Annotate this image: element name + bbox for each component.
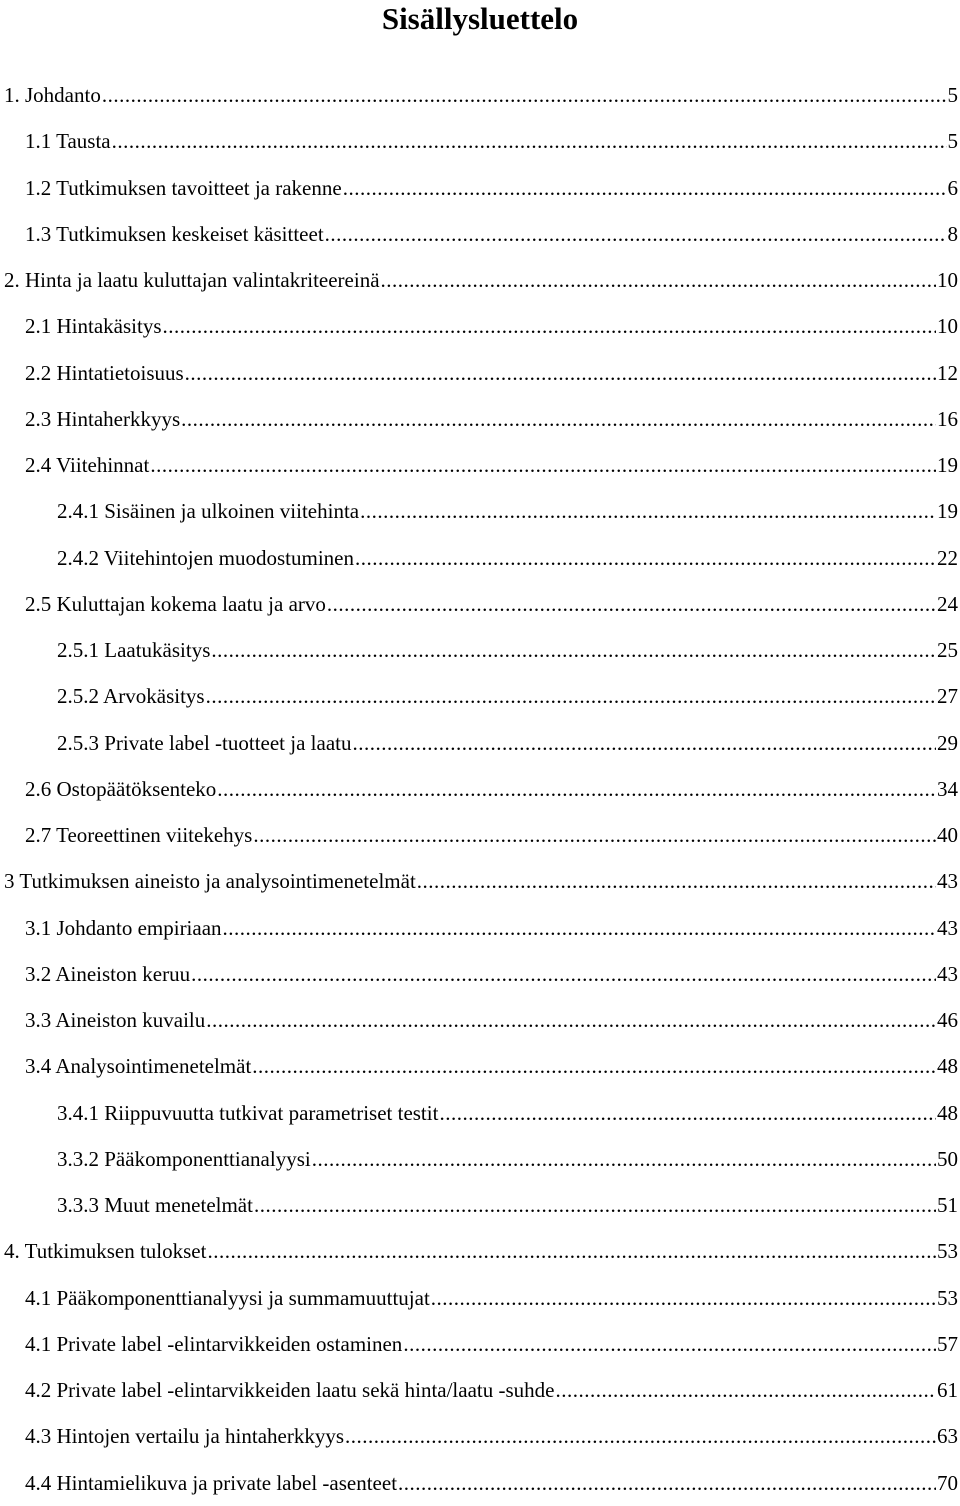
toc-entry-label: 3.4.1 Riippuvuutta tutkivat parametriset testit [57, 1100, 439, 1125]
toc-entry-label: 2.2 Hintatietoisuus [25, 360, 184, 385]
toc-entry-label: 4.1 Private label -elintarvikkeiden ostaminen [25, 1331, 403, 1356]
toc-entry-label: 4.4 Hintamielikuva ja private label -asenteet [25, 1470, 398, 1495]
toc-entry[interactable] [0, 303, 960, 349]
toc-entry-label: 1.1 Tausta [25, 129, 111, 154]
page-title: Sisällysluettelo [381, 1, 579, 36]
dot-leader [381, 257, 936, 303]
toc-entry-page-number: 70 [937, 1470, 958, 1495]
toc-entry[interactable] [0, 905, 960, 951]
toc-entry[interactable] [0, 442, 960, 488]
dot-leader [206, 997, 936, 1043]
toc-entry-label: 2.3 Hintaherkkyys [25, 406, 181, 431]
toc-entry-page-number: 19 [937, 499, 958, 524]
toc-entry-label: 3.1 Johdanto empiriaan [25, 915, 222, 940]
toc-entry-page-number: 6 [947, 175, 958, 200]
toc-entry-label: 2.5.2 Arvokäsitys [57, 684, 205, 709]
dot-leader [181, 396, 936, 442]
toc-entry-page-number: 63 [937, 1424, 958, 1449]
toc-entry-label: 3.2 Aineiston keruu [25, 961, 191, 986]
toc-entry-page-number: 43 [937, 915, 958, 940]
toc-entry[interactable] [0, 1321, 960, 1367]
toc-entry[interactable] [0, 1367, 960, 1413]
toc-entry-label: 3.3.3 Muut menetelmät [57, 1193, 253, 1217]
toc-entry-page-number: 53 [937, 1285, 958, 1310]
toc-entry-page-number: 61 [937, 1378, 958, 1402]
dot-leader [150, 442, 936, 488]
toc-entry-page-number: 25 [937, 638, 958, 662]
toc-entry[interactable] [0, 673, 960, 719]
toc-entry-label: 3 Tutkimuksen aineisto ja analysointimenetelmät [4, 869, 416, 894]
dot-leader [417, 858, 936, 904]
toc-entry-label: 2.5.3 Private label -tuotteet ja laatu [57, 730, 352, 755]
dot-leader [345, 1413, 936, 1459]
toc-entry-page-number: 27 [937, 684, 958, 709]
toc-entry-page-number: 24 [937, 591, 958, 616]
toc-entry-label: 3.3 Aineiston kuvailu [25, 1008, 206, 1032]
toc-entry-label: 2.4 Viitehinnat [25, 453, 150, 477]
toc-entry[interactable] [0, 812, 960, 858]
toc-entry[interactable] [0, 951, 960, 997]
toc-entry-label: 3.4 Analysointimenetelmät [25, 1054, 252, 1079]
dot-leader [398, 1460, 936, 1506]
toc-entry-label: 2.7 Teoreettinen viitekehys [25, 823, 253, 847]
dot-leader [102, 72, 947, 118]
toc-entry[interactable] [0, 118, 960, 164]
toc-entry-label: 1.2 Tutkimuksen tavoitteet ja rakenne [25, 175, 342, 200]
toc-entry-page-number: 12 [937, 360, 958, 385]
toc-entry-page-number: 46 [937, 1008, 958, 1032]
toc-entry-page-number: 19 [937, 453, 958, 477]
toc-entry[interactable] [0, 350, 960, 396]
toc-entry-label: 1.3 Tutkimuksen keskeiset käsitteet [25, 221, 324, 246]
dot-leader [253, 812, 936, 858]
toc-entry-label: 4.1 Pääkomponenttianalyysi ja summamuuttujat [25, 1285, 430, 1310]
dot-leader [403, 1321, 936, 1367]
toc-entry-page-number: 22 [937, 545, 958, 570]
toc-entry-label: 2.6 Ostopäätöksenteko [25, 776, 217, 801]
toc-entry[interactable] [0, 997, 960, 1043]
toc-entry[interactable] [0, 581, 960, 627]
toc-entry[interactable] [0, 165, 960, 211]
toc-entry-page-number: 48 [937, 1054, 958, 1079]
toc-entry-page-number: 43 [937, 961, 958, 986]
toc-entry-label: 3.3.2 Pääkomponenttianalyysi [57, 1146, 311, 1171]
dot-leader [223, 905, 936, 951]
toc-entry-page-number: 53 [937, 1239, 958, 1264]
toc-entry[interactable] [0, 1136, 960, 1182]
toc-entry-page-number: 10 [937, 268, 958, 292]
toc-entry-page-number: 10 [937, 314, 958, 339]
toc-entry-label: 2. Hinta ja laatu kuluttajan valintakriteereinä [4, 268, 380, 292]
toc-entry[interactable] [0, 1228, 960, 1274]
dot-leader [555, 1367, 936, 1413]
toc-entry-label: 4.2 Private label -elintarvikkeiden laatu sekä hinta/laatu -suhde [25, 1378, 555, 1402]
toc-entry-page-number: 48 [937, 1100, 958, 1125]
toc-entry[interactable] [0, 1043, 960, 1089]
toc-entry-label: 2.5 Kuluttajan kokema laatu ja arvo [25, 591, 326, 616]
dot-leader [206, 673, 936, 719]
dot-leader [360, 488, 936, 534]
toc-entry[interactable] [0, 1460, 960, 1506]
toc-entry-page-number: 43 [937, 869, 958, 894]
toc-entry[interactable] [0, 488, 960, 534]
dot-leader [325, 211, 947, 257]
toc-entry-page-number: 5 [947, 129, 958, 154]
table-of-contents [0, 72, 960, 1506]
toc-entry-label: 2.4.1 Sisäinen ja ulkoinen viitehinta [57, 499, 360, 524]
toc-entry[interactable] [0, 766, 960, 812]
toc-entry-page-number: 50 [937, 1146, 958, 1171]
toc-entry[interactable] [0, 1090, 960, 1136]
dot-leader [207, 1228, 936, 1274]
toc-entry[interactable] [0, 72, 960, 118]
dot-leader [312, 1136, 936, 1182]
toc-entry-label: 4.3 Hintojen vertailu ja hintaherkkyys [25, 1424, 345, 1449]
dot-leader [431, 1275, 936, 1321]
toc-entry[interactable] [0, 1182, 960, 1228]
dot-leader [112, 118, 947, 164]
toc-entry[interactable] [0, 535, 960, 581]
toc-entry-page-number: 40 [937, 823, 958, 847]
toc-entry[interactable] [0, 627, 960, 673]
toc-entry[interactable] [0, 858, 960, 904]
dot-leader [343, 165, 947, 211]
toc-entry[interactable] [0, 211, 960, 257]
toc-entry-page-number: 57 [937, 1331, 958, 1356]
dot-leader [252, 1043, 936, 1089]
toc-entry-label: 2.5.1 Laatukäsitys [57, 638, 211, 662]
toc-entry[interactable] [0, 720, 960, 766]
toc-entry[interactable] [0, 257, 960, 303]
toc-entry-label: 2.4.2 Viitehintojen muodostuminen [57, 545, 355, 570]
dot-leader [191, 951, 936, 997]
dot-leader [163, 303, 937, 349]
dot-leader [327, 581, 936, 627]
toc-entry-label: 4. Tutkimuksen tulokset [4, 1239, 207, 1264]
dot-leader [185, 350, 936, 396]
dot-leader [355, 535, 936, 581]
dot-leader [211, 627, 936, 673]
toc-entry[interactable] [0, 1413, 960, 1459]
toc-entry-label: 2.1 Hintakäsitys [25, 314, 162, 339]
toc-entry[interactable] [0, 396, 960, 442]
toc-entry-page-number: 51 [937, 1193, 958, 1217]
toc-entry-page-number: 34 [937, 776, 958, 801]
dot-leader [217, 766, 936, 812]
dot-leader [439, 1090, 936, 1136]
toc-entry-page-number: 8 [947, 221, 958, 246]
dot-leader [352, 720, 936, 766]
dot-leader [254, 1182, 936, 1228]
toc-entry-page-number: 29 [937, 730, 958, 755]
toc-entry[interactable] [0, 1275, 960, 1321]
toc-entry-page-number: 5 [947, 83, 958, 107]
toc-entry-label: 1. Johdanto [4, 83, 101, 107]
toc-entry-page-number: 16 [937, 406, 958, 431]
